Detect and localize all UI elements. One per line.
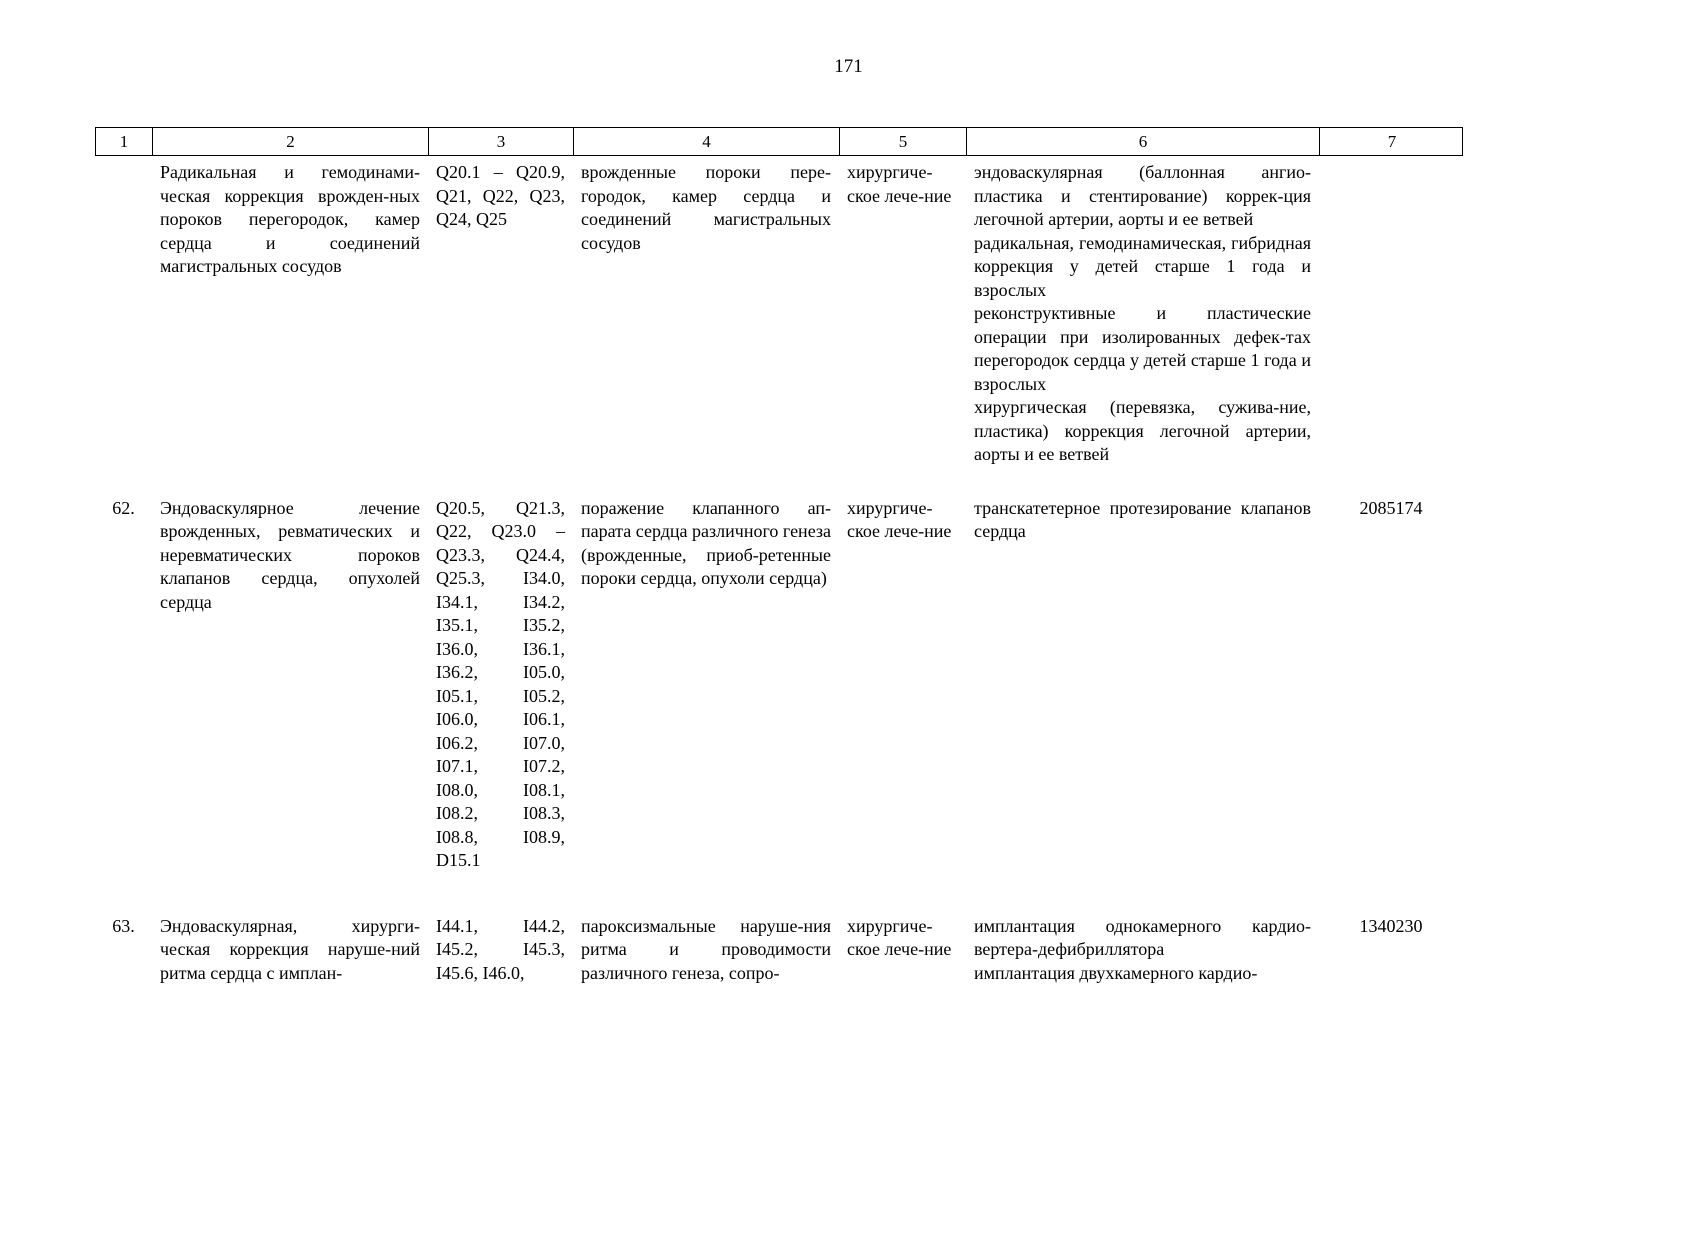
cell-care-type: Радикальная и гемодинами-ческая коррекция врожден-ных пороков перегородок, камер сердца и соединений магистральных сосудов bbox=[160, 162, 420, 276]
cell-care-type: Эндоваскулярная, хирурги-ческая коррекция наруше-ний ритма сердца с имплан- bbox=[160, 915, 420, 983]
cell-care-methods bbox=[966, 497, 1319, 544]
cell-disease-model: пароксизмальные наруше-ния ритма и проводимости различного генеза, сопро- bbox=[581, 915, 831, 983]
table-header-row bbox=[95, 127, 1463, 156]
table-row bbox=[95, 915, 1463, 986]
header-col-7: 7 bbox=[1387, 132, 1397, 151]
cell-cost: 1340230 bbox=[1359, 915, 1423, 936]
cell-icd-codes: Q20.5, Q21.3, Q22, Q23.0 – Q23.3, Q24.4, Q25.3, I34.0, I34.1, I34.2, I35.1, I35.2, I36.0, I36.1, I36.2, I05.0, I05.1, I05.2, I06.0, I06.1, I06.2, I07.0, I07.1, I07.2, I08.0, I08.1, I08.2, I08.3, I08.8, I08.9, D15.1 bbox=[436, 497, 565, 870]
care-method-item: транскатетерное протезирование клапанов сердца bbox=[974, 497, 1311, 541]
header-col-5: 5 bbox=[840, 128, 967, 155]
header-col-4: 4 bbox=[574, 128, 840, 155]
cell-cost: 2085174 bbox=[1359, 497, 1423, 518]
cell-treatment-type: хирургиче-ское лече-ние bbox=[847, 497, 952, 541]
medical-care-table bbox=[95, 127, 1463, 985]
header-col-2: 2 bbox=[153, 128, 429, 155]
care-method-item: эндоваскулярная (баллонная ангио-пластика и стентирование) коррек-ция легочной артерии, аорты и ее ветвей bbox=[974, 162, 1311, 229]
header-col-3: 3 bbox=[429, 128, 574, 155]
cell-treatment-type: хирургиче-ское лече-ние bbox=[847, 162, 952, 206]
document-page bbox=[0, 56, 1697, 985]
care-method-item: хирургическая (перевязка, сужива-ние, пластика) коррекция легочной артерии, аорты и ее ветвей bbox=[974, 397, 1311, 464]
cell-icd-codes: Q20.1 – Q20.9, Q21, Q22, Q23, Q24, Q25 bbox=[436, 162, 565, 229]
cell-treatment-type: хирургиче-ское лече-ние bbox=[847, 915, 952, 959]
cell-icd-codes: I44.1, I44.2, I45.2, I45.3, I45.6, I46.0, bbox=[436, 915, 565, 983]
cell-disease-model: врожденные пороки пере-городок, камер сердца и соединений магистральных сосудов bbox=[581, 162, 831, 253]
cell-row-number: 63. bbox=[112, 915, 135, 936]
care-method-item: реконструктивные и пластические операции при изолированных дефек-тах перегородок сердца у детей старше 1 года и взрослых bbox=[974, 303, 1311, 394]
header-col-1: 1 bbox=[96, 128, 153, 155]
care-method-item: имплантация однокамерного кардио-вертера-дефибриллятора bbox=[974, 915, 1311, 959]
table-row bbox=[95, 497, 1463, 873]
page-number: 171 bbox=[834, 56, 863, 77]
cell-row-number: 62. bbox=[112, 497, 135, 518]
cell-care-methods bbox=[966, 161, 1319, 467]
cell-care-methods bbox=[966, 915, 1319, 986]
header-col-6: 6 bbox=[967, 128, 1320, 155]
care-method-item: радикальная, гемодинамическая, гибридная коррекция у детей старше 1 года и взрослых bbox=[974, 232, 1311, 300]
cell-care-type: Эндоваскулярное лечение врожденных, ревматических и неревматических пороков клапанов сердца, опухолей сердца bbox=[160, 497, 420, 612]
cell-disease-model: поражение клапанного ап-парата сердца различного генеза (врожденные, приоб-ретенные пороки сердца, опухоли сердца) bbox=[581, 497, 831, 588]
care-method-item: имплантация двухкамерного кардио- bbox=[974, 962, 1258, 983]
table-row bbox=[95, 161, 1463, 467]
